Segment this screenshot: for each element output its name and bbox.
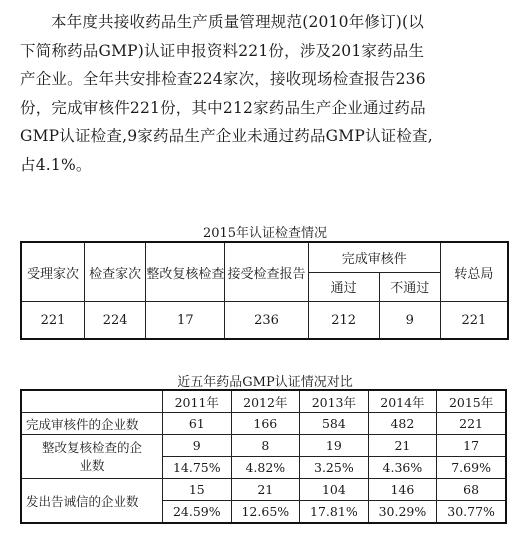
table-cell: 221 [437, 413, 506, 435]
table1-caption: 2015年认证检查情况 [202, 226, 328, 241]
paragraph-line: 产企业。全年共安排检查224家次，接收现场检查报告236 [20, 70, 426, 89]
header-rectify: 整改复核检查 [146, 242, 225, 302]
paragraph-line: 下简称药品GMP)认证申报资料221份，涉及201家药品生 [20, 41, 425, 60]
corner-cell [21, 390, 163, 413]
paragraph-line: 本年度共接收药品生产质量管理规范(2010年修订)(以 [51, 13, 424, 31]
header-completed: 完成审核件 [308, 242, 440, 272]
header-accepted: 受理家次 [21, 242, 85, 302]
table-cell: 8 [231, 435, 300, 457]
header-transfer: 转总局 [440, 242, 508, 302]
table-cell: 9 [163, 435, 232, 457]
header-passed: 通过 [308, 272, 379, 302]
table-cell: 146 [368, 479, 437, 501]
row-label-rectify-text: 整改复核检查的企业数 [41, 439, 142, 473]
intro-paragraph [20, 8, 514, 180]
cell-reports: 236 [225, 302, 308, 340]
table-cell: 104 [300, 479, 369, 501]
table-cell: 61 [163, 413, 232, 435]
table-cell: 21 [368, 435, 437, 457]
row-label-rectify [21, 435, 163, 479]
paragraph-line: 份，完成审核件221份，其中212家药品生产企业通过药品 [20, 98, 426, 117]
cell-failed: 9 [379, 302, 440, 340]
paragraph-line: GMP认证检查,9家药品生产企业未通过药品GMP认证检查, [20, 127, 433, 146]
year-header: 2013年 [300, 390, 369, 413]
inspection-table-2015 [20, 241, 509, 340]
cell-inspected: 224 [85, 302, 146, 340]
row-label-completed: 完成审核件的企业数 [21, 413, 163, 435]
table-cell-pct: 30.77% [437, 501, 506, 524]
header-failed: 不通过 [379, 272, 440, 302]
table-cell-pct: 17.81% [300, 501, 369, 524]
table-cell: 482 [368, 413, 437, 435]
table-cell: 21 [231, 479, 300, 501]
table-cell: 584 [300, 413, 369, 435]
table-cell: 19 [300, 435, 369, 457]
table-cell-pct: 30.29% [368, 501, 437, 524]
year-header: 2014年 [368, 390, 437, 413]
table-cell: 68 [437, 479, 506, 501]
year-header: 2015年 [437, 390, 506, 413]
gmp-comparison-table [20, 389, 507, 524]
year-header: 2011年 [163, 390, 232, 413]
paragraph-line: 占4.1%。 [20, 155, 92, 174]
table-cell-pct: 3.25% [300, 457, 369, 479]
table2-caption: 近五年药品GMP认证情况对比 [177, 375, 353, 390]
cell-transfer: 221 [440, 302, 508, 340]
table-cell-pct: 7.69% [437, 457, 506, 479]
table-cell-pct: 4.82% [231, 457, 300, 479]
table-cell: 15 [163, 479, 232, 501]
year-header: 2012年 [231, 390, 300, 413]
cell-passed: 212 [308, 302, 379, 340]
table-cell-pct: 24.59% [163, 501, 232, 524]
cell-accepted: 221 [21, 302, 85, 340]
header-reports: 接受检查报告 [225, 242, 308, 302]
table-cell: 166 [231, 413, 300, 435]
table-cell-pct: 14.75% [163, 457, 232, 479]
table-cell-pct: 4.36% [368, 457, 437, 479]
cell-rectify: 17 [146, 302, 225, 340]
row-label-warning: 发出告诫信的企业数 [21, 479, 163, 524]
table-cell: 17 [437, 435, 506, 457]
header-inspected: 检查家次 [85, 242, 146, 302]
table-cell-pct: 12.65% [231, 501, 300, 524]
